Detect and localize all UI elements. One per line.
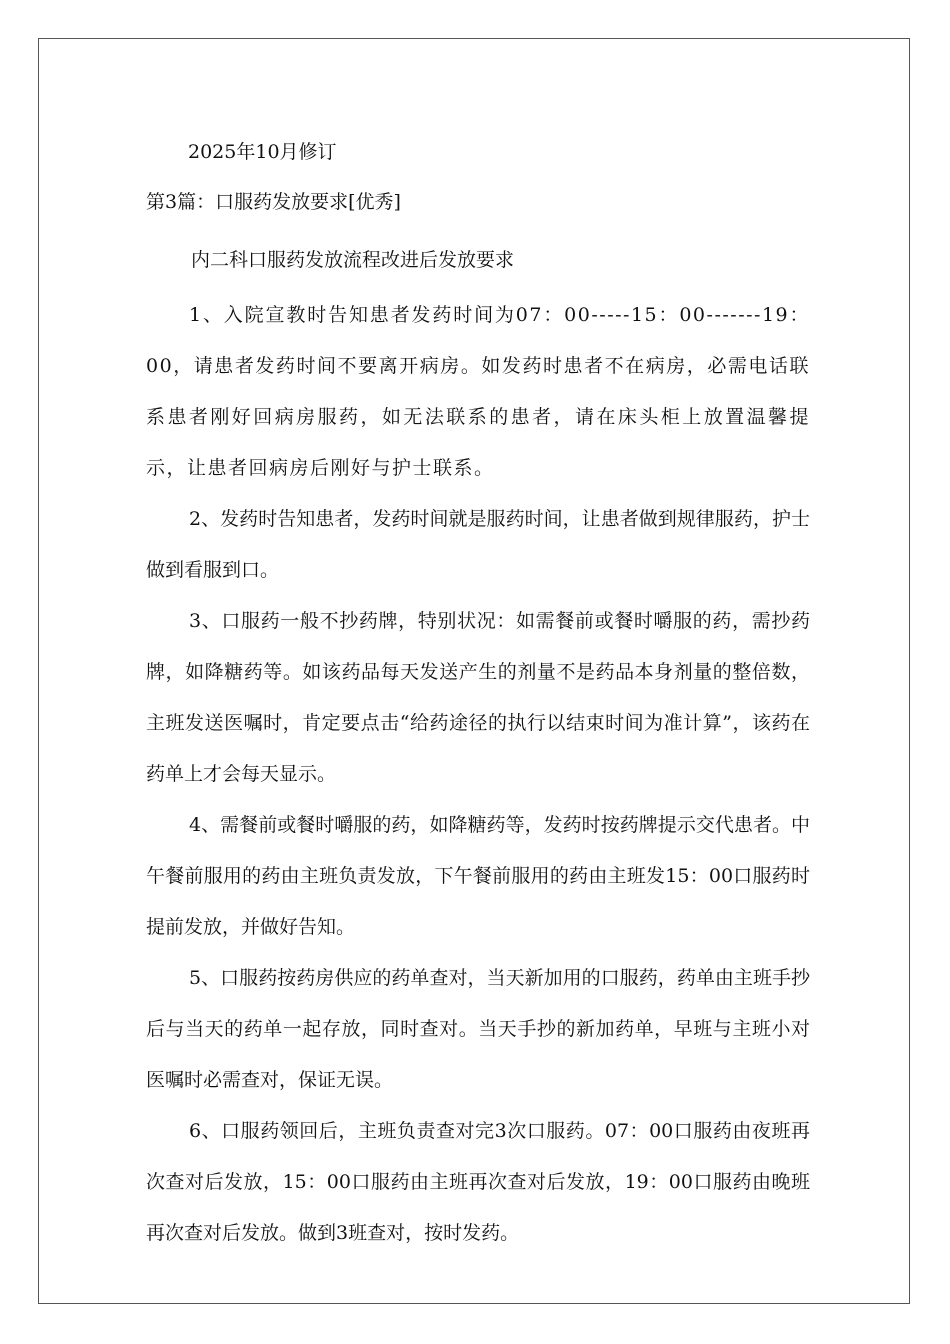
paragraph-2: 2、发药时告知患者，发药时间就是服药时间，让患者做到规律服药，护士做到看服到口。 bbox=[146, 508, 810, 581]
revision-date: 2025年10月修订 bbox=[188, 141, 337, 163]
paragraph-5: 5、口服药按药房供应的药单查对，当天新加用的口服药，药单由主班手抄后与当天的药单一起存放，同时查对。当天手抄的新加药单，早班与主班小对医嘱时必需查对，保证无误。 bbox=[146, 967, 810, 1091]
document-body bbox=[146, 128, 810, 1259]
paragraph-1: 1、入院宣教时告知患者发药时间为07：00-----15：00-------19：00，请患者发药时间不要离开病房。如发药时患者不在病房，必需电话联系患者刚好回病房服药，如无法联系的患者，请在床头柜上放置温馨提示，让患者回病房后刚好与护士联系。 bbox=[146, 304, 810, 479]
paragraph-4: 4、需餐前或餐时嚼服的药，如降糖药等，发药时按药牌提示交代患者。中午餐前服用的药由主班负责发放，下午餐前服用的药由主班发15：00口服药时提前发放，并做好告知。 bbox=[146, 814, 810, 938]
document-heading: 第3篇：口服药发放要求[优秀] bbox=[146, 191, 401, 213]
paragraph-6: 6、口服药领回后，主班负责查对完3次口服药。07：00口服药由夜班再次查对后发放，15：00口服药由主班再次查对后发放，19：00口服药由晚班再次查对后发放。做到3班查对，按时发药。 bbox=[146, 1120, 810, 1244]
document-subtitle: 内二科口服药发放流程改进后发放要求 bbox=[191, 249, 515, 271]
paragraph-3: 3、口服药一般不抄药牌，特别状况：如需餐前或餐时嚼服的药，需抄药牌，如降糖药等。如该药品每天发送产生的剂量不是药品本身剂量的整倍数，主班发送医嘱时，肯定要点击“给药途径的执行以结束时间为准计算”，该药在药单上才会每天显示。 bbox=[146, 610, 810, 785]
